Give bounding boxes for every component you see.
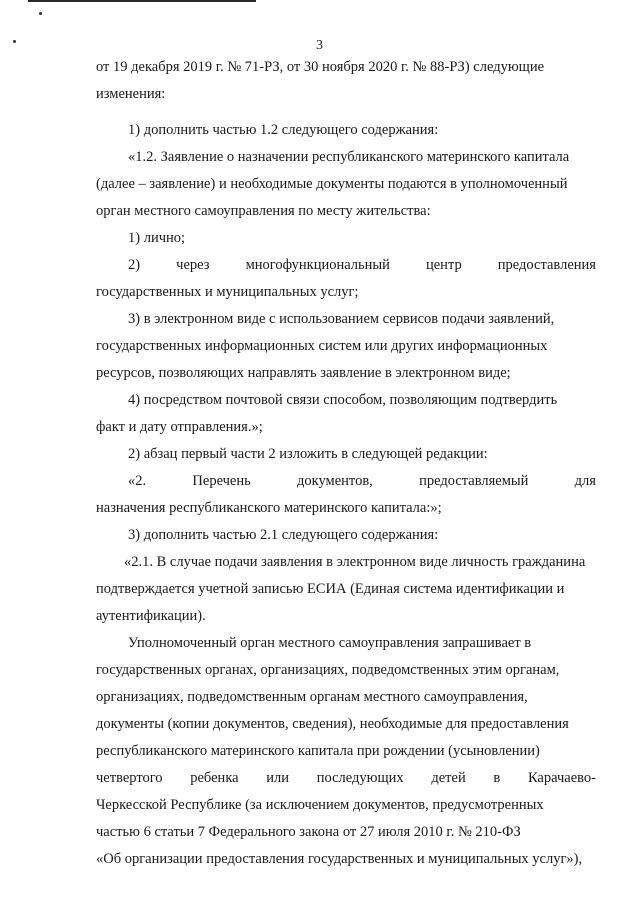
text-word: Карачаево- [527,770,596,786]
text-word: центр [425,257,462,273]
text-word: последующих [316,770,404,786]
text-word: ребенка [190,770,239,786]
text-line: 3) в электронном виде с использованием сервисов подачи заявлений, [128,311,555,327]
text-word: предоставляемый [419,473,529,489]
text-word: Перечень [192,473,251,489]
text-line: организациях, подведомственным органам местного самоуправления, [96,689,528,705]
text-word: 2) [128,257,141,273]
text-line: 1) лично; [128,230,186,246]
page-number: 3 [316,38,323,53]
text-line: «Об организации предоставления государственных и муниципальных услуг»), [96,851,583,867]
text-line: орган местного самоуправления по месту жительства: [96,203,431,219]
text-line: 1) дополнить частью 1.2 следующего содержания: [128,122,439,138]
text-line: Черкесской Республике (за исключением документов, предусмотренных [96,797,544,813]
text-line: 2) абзац первый части 2 изложить в следующей редакции: [128,446,488,462]
text-line: республиканского материнского капитала при рождении (усыновлении) [96,743,540,759]
text-line: от 19 декабря 2019 г. № 71-РЗ, от 30 ноября 2020 г. № 88-РЗ) следующие [96,59,545,75]
text-line [128,256,596,274]
text-line: Уполномоченный орган местного самоуправления запрашивает в [128,635,532,651]
scan-speck [39,12,42,15]
text-word: в [493,770,501,786]
text-line: подтверждается учетной записью ЕСИА (Единая система идентификации и [96,581,565,597]
text-word: «2. [128,473,147,489]
scan-edge-line [28,0,256,2]
text-line: государственных и муниципальных услуг; [96,284,359,300]
text-line: (далее – заявление) и необходимые документы подаются в уполномоченный [96,176,568,192]
text-line: 4) посредством почтовой связи способом, позволяющим подтвердить [128,392,558,408]
text-line: аутентификации). [96,608,206,624]
text-line: «1.2. Заявление о назначении республиканского материнского капитала [128,149,570,165]
text-line: государственных информационных систем или других информационных [96,338,548,354]
text-word: для [574,473,596,489]
text-line: 3) дополнить частью 2.1 следующего содержания: [128,527,439,543]
text-line: изменения: [96,86,166,102]
text-line [128,472,596,490]
text-line: факт и дату отправления.»; [96,419,263,435]
text-word: через [176,257,210,273]
text-word: предоставления [497,257,596,273]
text-word: четвертого [96,770,163,786]
text-line: частью 6 статьи 7 Федерального закона от 27 июля 2010 г. № 210-ФЗ [96,824,521,840]
text-line: ресурсов, позволяющих направлять заявление в электронном виде; [96,365,511,381]
text-line: государственных органах, организациях, подведомственных этим органам, [96,662,560,678]
text-word: многофункциональный [245,257,390,273]
text-line: документы (копии документов, сведения), необходимые для предоставления [96,716,569,732]
text-word: документов, [297,473,373,489]
text-line: «2.1. В случае подачи заявления в электронном виде личность гражданина [124,554,586,570]
text-word: или [266,770,290,786]
text-line: назначения республиканского материнского капитала:»; [96,500,442,516]
text-line [96,769,596,787]
text-word: детей [431,770,466,786]
